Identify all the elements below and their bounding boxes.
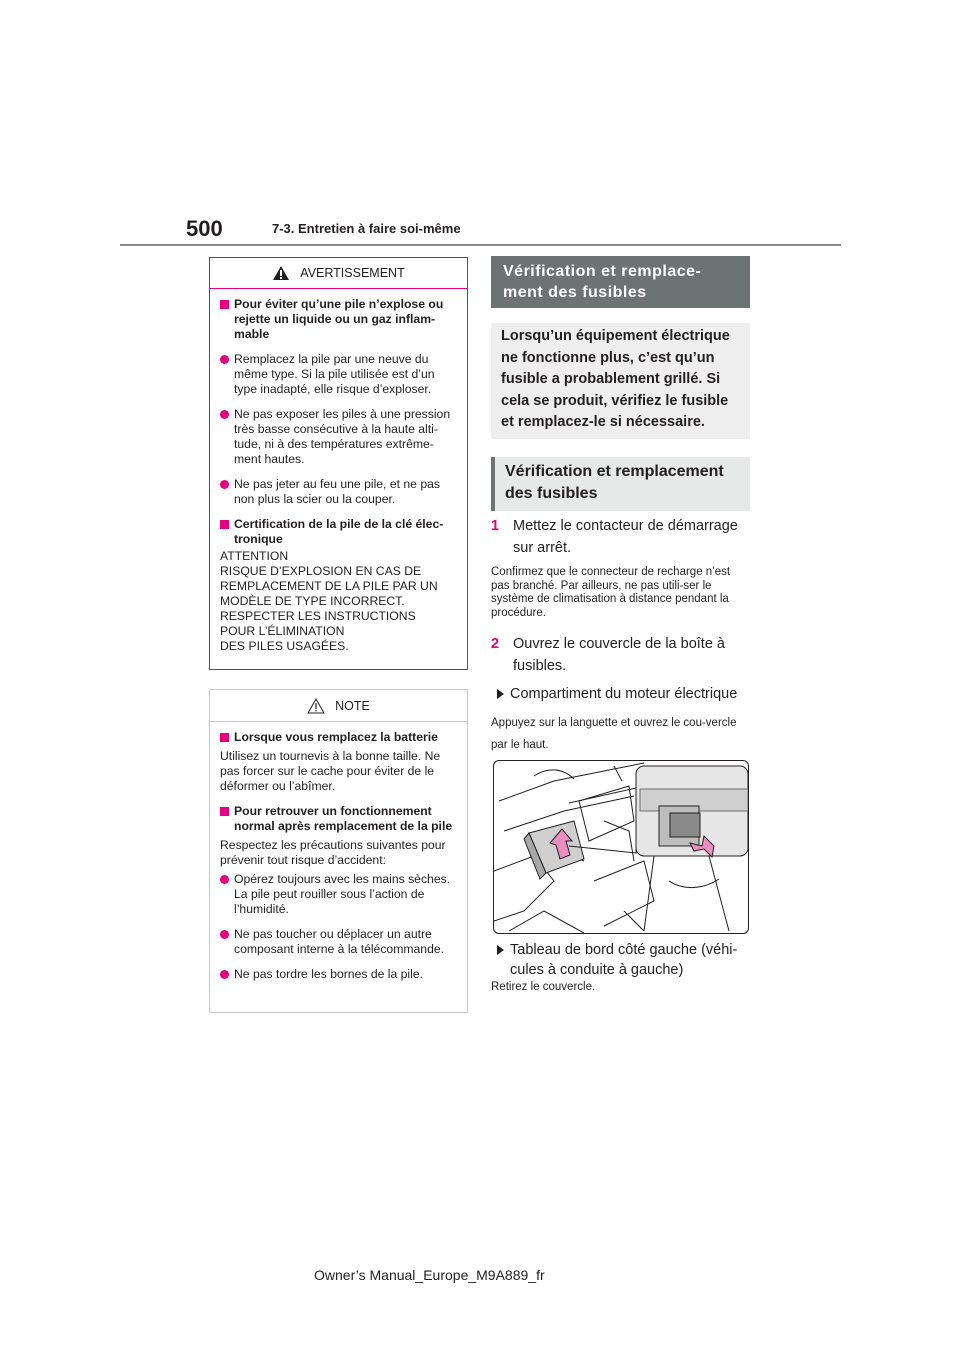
option-2-note: Retirez le couvercle. bbox=[491, 981, 596, 993]
note-bullet-2: Ne pas toucher ou déplacer un autre composant interne à la télécommande. bbox=[220, 927, 457, 957]
warning-heading-1: Pour éviter qu’une pile n’explose ou rejette un liquide ou un gaz inflam-mable bbox=[220, 297, 457, 342]
warning-bullet-1: Remplacez la pile par une neuve du même type. Si la pile utilisée est d’un type inadapté, elle risque d’exploser. bbox=[220, 352, 457, 397]
warning-title: AVERTISSEMENT bbox=[300, 266, 405, 280]
caps-line: POUR L’ÉLIMINATION bbox=[220, 624, 345, 638]
option-label: Tableau de bord côté gauche (véhi-cules à conduite à gauche) bbox=[510, 942, 738, 978]
header-rule bbox=[120, 244, 841, 246]
caps-line: RISQUE D’EXPLOSION EN CAS DE bbox=[220, 564, 422, 578]
option-1-note: Appuyez sur la languette et ouvrez le cou-vercle par le haut. bbox=[491, 717, 737, 751]
note-bullet-1: Opérez toujours avec les mains sèches. La pile peut rouiller sous l’action de l’humidité. bbox=[220, 872, 457, 917]
note-bullet-3: Ne pas tordre les bornes de la pile. bbox=[220, 967, 457, 982]
note-box bbox=[209, 689, 468, 1013]
note-title: NOTE bbox=[335, 698, 370, 713]
caution-icon bbox=[307, 698, 325, 714]
caps-line: REMPLACEMENT DE LA PILE PAR UN bbox=[220, 579, 438, 593]
fuse-box-illustration bbox=[493, 760, 749, 934]
note-paragraph-1: Utilisez un tournevis à la bonne taille. Ne pas forcer sur le cache pour éviter de le déformer ou l’abîmer. bbox=[220, 749, 441, 793]
note-header bbox=[210, 690, 467, 722]
triangle-bullet-icon bbox=[497, 689, 504, 699]
warning-caps-text bbox=[220, 549, 457, 654]
step-1-note: Confirmez que le connecteur de recharge n’est pas branché. Par ailleurs, ne pas utili-ser le système de climatisation à distance pendant la procédure. bbox=[491, 566, 731, 619]
warning-bullet-2: Ne pas exposer les piles à une pression très basse consécutive à la haute alti-tude, ni à des températures extrême-ment hautes. bbox=[220, 407, 457, 467]
caps-line: RESPECTER LES INSTRUCTIONS bbox=[220, 609, 416, 623]
option-item-2 bbox=[491, 940, 750, 980]
warning-icon bbox=[272, 265, 290, 281]
warning-heading-2: Certification de la pile de la clé élec-tronique bbox=[220, 517, 457, 547]
step-1 bbox=[491, 515, 750, 559]
section-banner: Vérification et remplace-ment des fusibles bbox=[491, 256, 750, 308]
triangle-bullet-icon bbox=[497, 945, 504, 955]
warning-box bbox=[209, 257, 468, 670]
option-label: Compartiment du moteur électrique bbox=[510, 686, 738, 702]
footer-manual-id: Owner’s Manual_Europe_M9A889_fr bbox=[314, 1267, 545, 1283]
note-paragraph-2: Respectez les précautions suivantes pour prévenir tout risque d’accident: bbox=[220, 838, 446, 867]
page-number: 500 bbox=[186, 216, 223, 241]
note-heading-2: Pour retrouver un fonctionnement normal après remplacement de la pile bbox=[220, 804, 457, 834]
warning-bullet-3: Ne pas jeter au feu une pile, et ne pas non plus la scier ou la couper. bbox=[220, 477, 457, 507]
warning-header bbox=[210, 258, 467, 289]
section-title: 7-3. Entretien à faire soi-même bbox=[272, 221, 461, 236]
step-number: 2 bbox=[491, 636, 500, 652]
caps-line: ATTENTION bbox=[220, 549, 289, 563]
intro-box: Lorsqu’un équipement électrique ne fonctionne plus, c’est qu’un fusible a probablement grillé. Si cela se produit, vérifiez le fusible et remplacez-le si nécessaire. bbox=[491, 323, 750, 439]
step-number: 1 bbox=[491, 518, 500, 534]
caps-line: MODÈLE DE TYPE INCORRECT. bbox=[220, 594, 405, 608]
step-text: Ouvrez le couvercle de la boîte à fusibles. bbox=[513, 636, 725, 674]
step-text: Mettez le contacteur de démarrage sur arrêt. bbox=[513, 518, 738, 556]
caps-line: DES PILES USAGÉES. bbox=[220, 639, 349, 653]
engine-compartment-drawing bbox=[494, 761, 749, 934]
subsection-heading: Vérification et remplacement des fusibles bbox=[491, 457, 750, 511]
note-heading-1: Lorsque vous remplacez la batterie bbox=[220, 730, 457, 745]
option-item-1 bbox=[491, 684, 750, 704]
step-2 bbox=[491, 633, 750, 677]
